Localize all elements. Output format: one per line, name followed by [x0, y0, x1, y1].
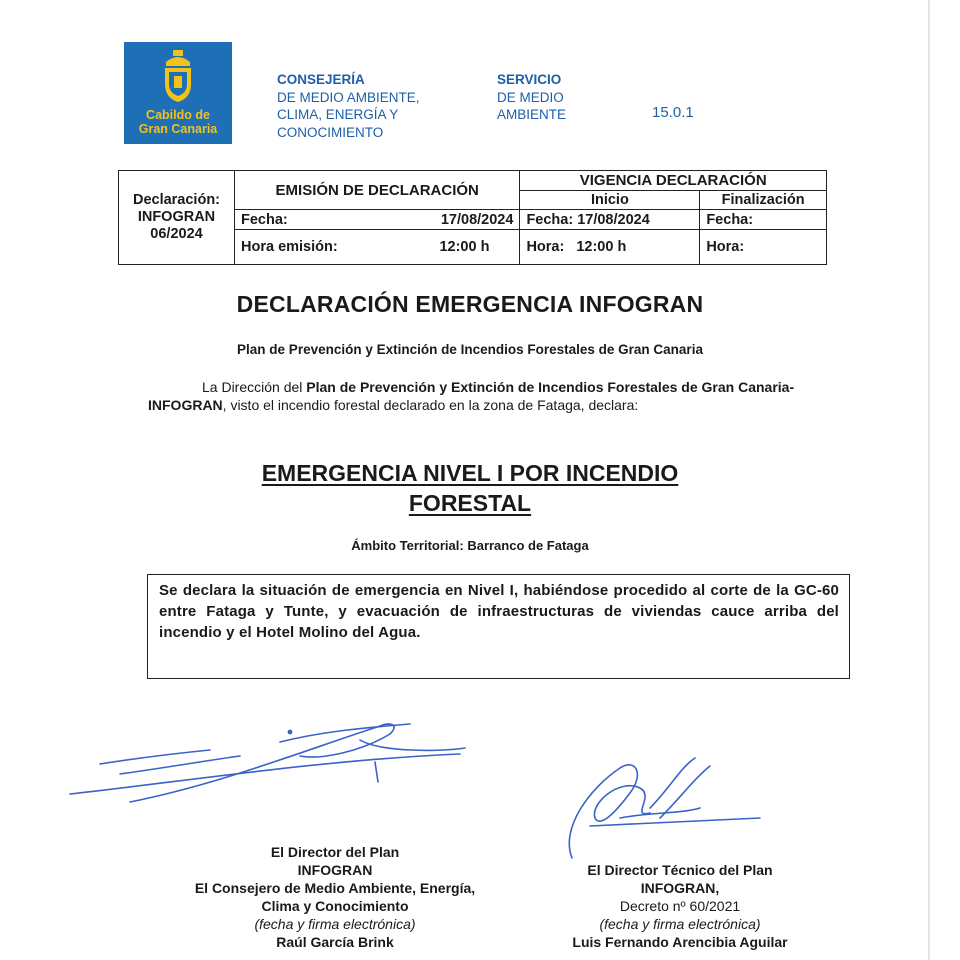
end-header: Finalización — [700, 190, 827, 210]
declaration-paragraph — [148, 379, 828, 414]
declaration-box — [147, 574, 850, 679]
document-code: 15.0.1 — [652, 104, 694, 121]
paragraph-part2: , visto el incendio forestal declarado en la zona de Fataga, declara: — [222, 396, 639, 413]
right-signature-graphic — [560, 748, 770, 868]
technical-director-signature-block — [520, 861, 840, 951]
paragraph-part1: La Dirección del — [202, 379, 307, 395]
emission-date-label: Fecha: — [241, 211, 288, 228]
start-date-cell: Fecha: 17/08/2024 — [520, 210, 700, 230]
director-signature-block — [110, 843, 560, 951]
logo-text-line1: Cabildo de — [146, 108, 210, 122]
emission-time-value: 12:00 h — [439, 239, 490, 255]
end-time-cell: Hora: — [700, 230, 827, 265]
start-time-value: 12:00 h — [576, 239, 627, 255]
director-position-cont: Clima y Conocimiento — [261, 898, 409, 914]
director-plan: INFOGRAN — [297, 862, 373, 878]
technical-director-decree: Decreto nº 60/2021 — [619, 898, 741, 914]
consejeria-line2: DE MEDIO AMBIENTE, — [277, 89, 420, 105]
start-time-cell — [520, 230, 700, 265]
technical-director-role: El Director Técnico del Plan — [587, 862, 773, 878]
declaration-number: 06/2024 — [150, 226, 203, 242]
territorial-scope: Ámbito Territorial: Barranco de Fataga — [351, 538, 589, 553]
emission-header: EMISIÓN DE DECLARACIÓN — [235, 171, 520, 210]
declaration-id: INFOGRAN — [137, 209, 216, 225]
validity-header: VIGENCIA DECLARACIÓN — [520, 171, 827, 191]
emergency-level-heading — [180, 458, 760, 518]
servicio-line1: SERVICIO — [497, 72, 562, 87]
servicio-line3: AMBIENTE — [497, 107, 567, 122]
emission-date-value: 17/08/2024 — [440, 211, 514, 228]
start-header: Inicio — [520, 190, 700, 210]
consejeria-heading — [277, 71, 467, 141]
consejeria-line3: CLIMA, ENERGÍA Y — [277, 107, 399, 122]
technical-director-signature-note: (fecha y firma electrónica) — [599, 916, 761, 932]
plan-subtitle: Plan de Prevención y Extinción de Incendios Forestales de Gran Canaria — [237, 342, 703, 357]
declaration-box-text: Se declara la situación de emergencia en Nivel I, habiéndose procedido al corte de la GC-60 entre Fataga y Tunte, y evacuación de infraestructuras de viviendas cauce arriba del incendio y el Hotel Molino del Agua. — [159, 582, 839, 641]
left-signature-graphic — [60, 712, 480, 812]
declaration-label: Declaración: — [132, 192, 221, 208]
emergency-line1: EMERGENCIA NIVEL I POR INCENDIO — [261, 460, 679, 486]
end-date-cell: Fecha: — [700, 210, 827, 230]
consejeria-line4: CONOCIMIENTO — [277, 124, 384, 140]
page-title: DECLARACIÓN EMERGENCIA INFOGRAN — [236, 291, 704, 317]
director-role: El Director del Plan — [270, 844, 400, 860]
director-name: Raúl García Brink — [276, 934, 394, 950]
declaration-table — [118, 170, 827, 265]
declaration-id-cell — [119, 171, 235, 265]
start-time-label: Hora: — [526, 239, 565, 255]
emission-date-cell — [235, 210, 520, 230]
cabildo-logo — [124, 42, 232, 144]
servicio-heading — [497, 71, 617, 124]
director-position: El Consejero de Medio Ambiente, Energía, — [194, 880, 476, 896]
consejeria-line1: CONSEJERÍA — [277, 72, 365, 87]
emission-time-label: Hora emisión: — [241, 239, 338, 255]
technical-director-name: Luis Fernando Arencibia Aguilar — [572, 934, 788, 950]
coat-of-arms-icon — [160, 48, 196, 104]
servicio-line2: DE MEDIO — [497, 89, 564, 105]
page-edge — [928, 0, 930, 960]
emergency-line2: FORESTAL — [408, 490, 532, 516]
logo-text-line2: Gran Canaria — [138, 122, 218, 136]
paragraph-plan-name: Plan de Prevención y Extinción de Incendios Forestales de Gran Canaria-INFOGRAN — [148, 379, 795, 413]
emission-time-cell — [235, 230, 520, 265]
technical-director-plan: INFOGRAN, — [640, 880, 720, 896]
director-signature-note: (fecha y firma electrónica) — [254, 916, 416, 932]
